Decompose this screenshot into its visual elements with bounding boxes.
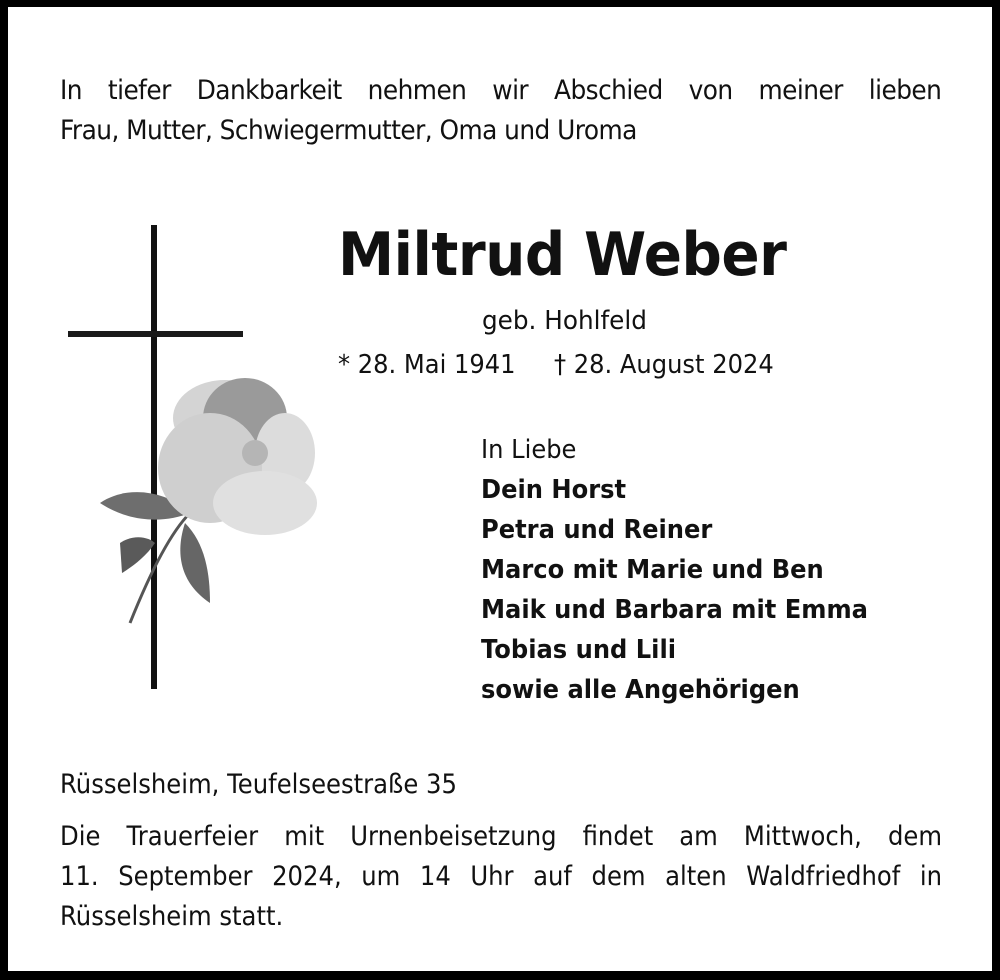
mourner: Dein Horst <box>481 475 627 505</box>
intro-text <box>60 71 941 151</box>
death-date: † 28. August 2024 <box>553 350 774 380</box>
ceremony-line-3: Rüsselsheim statt. <box>60 901 284 932</box>
intro-line-1: In tiefer Dankbarkeit nehmen wir Abschied von meiner lieben <box>60 75 942 106</box>
ceremony-line-2: 11. September 2024, um 14 Uhr auf dem alten Waldfriedhof in <box>60 861 942 892</box>
intro-line-2: Frau, Mutter, Schwiegermutter, Oma und Uroma <box>60 115 637 146</box>
ceremony-line-1: Die Trauerfeier mit Urnenbeisetzung findet am Mittwoch, dem <box>60 821 942 852</box>
mourner: Maik und Barbara mit Emma <box>481 595 868 625</box>
mourner: Petra und Reiner <box>481 515 713 545</box>
maiden-name: geb. Hohlfeld <box>482 306 647 336</box>
cross-with-rose-icon <box>60 223 320 703</box>
mourners-list <box>481 430 868 710</box>
deceased-name: Miltrud Weber <box>338 220 787 290</box>
mourners-intro: In Liebe <box>481 435 577 465</box>
mourner: sowie alle Angehörigen <box>481 675 800 705</box>
birth-date: * 28. Mai 1941 <box>338 350 516 380</box>
mourner: Marco mit Marie und Ben <box>481 555 824 585</box>
obituary-card <box>8 7 992 971</box>
life-dates <box>338 347 774 383</box>
address: Rüsselsheim, Teufelseestraße 35 <box>60 769 457 800</box>
mourner: Tobias und Lili <box>481 635 677 665</box>
ceremony-info <box>60 817 942 937</box>
